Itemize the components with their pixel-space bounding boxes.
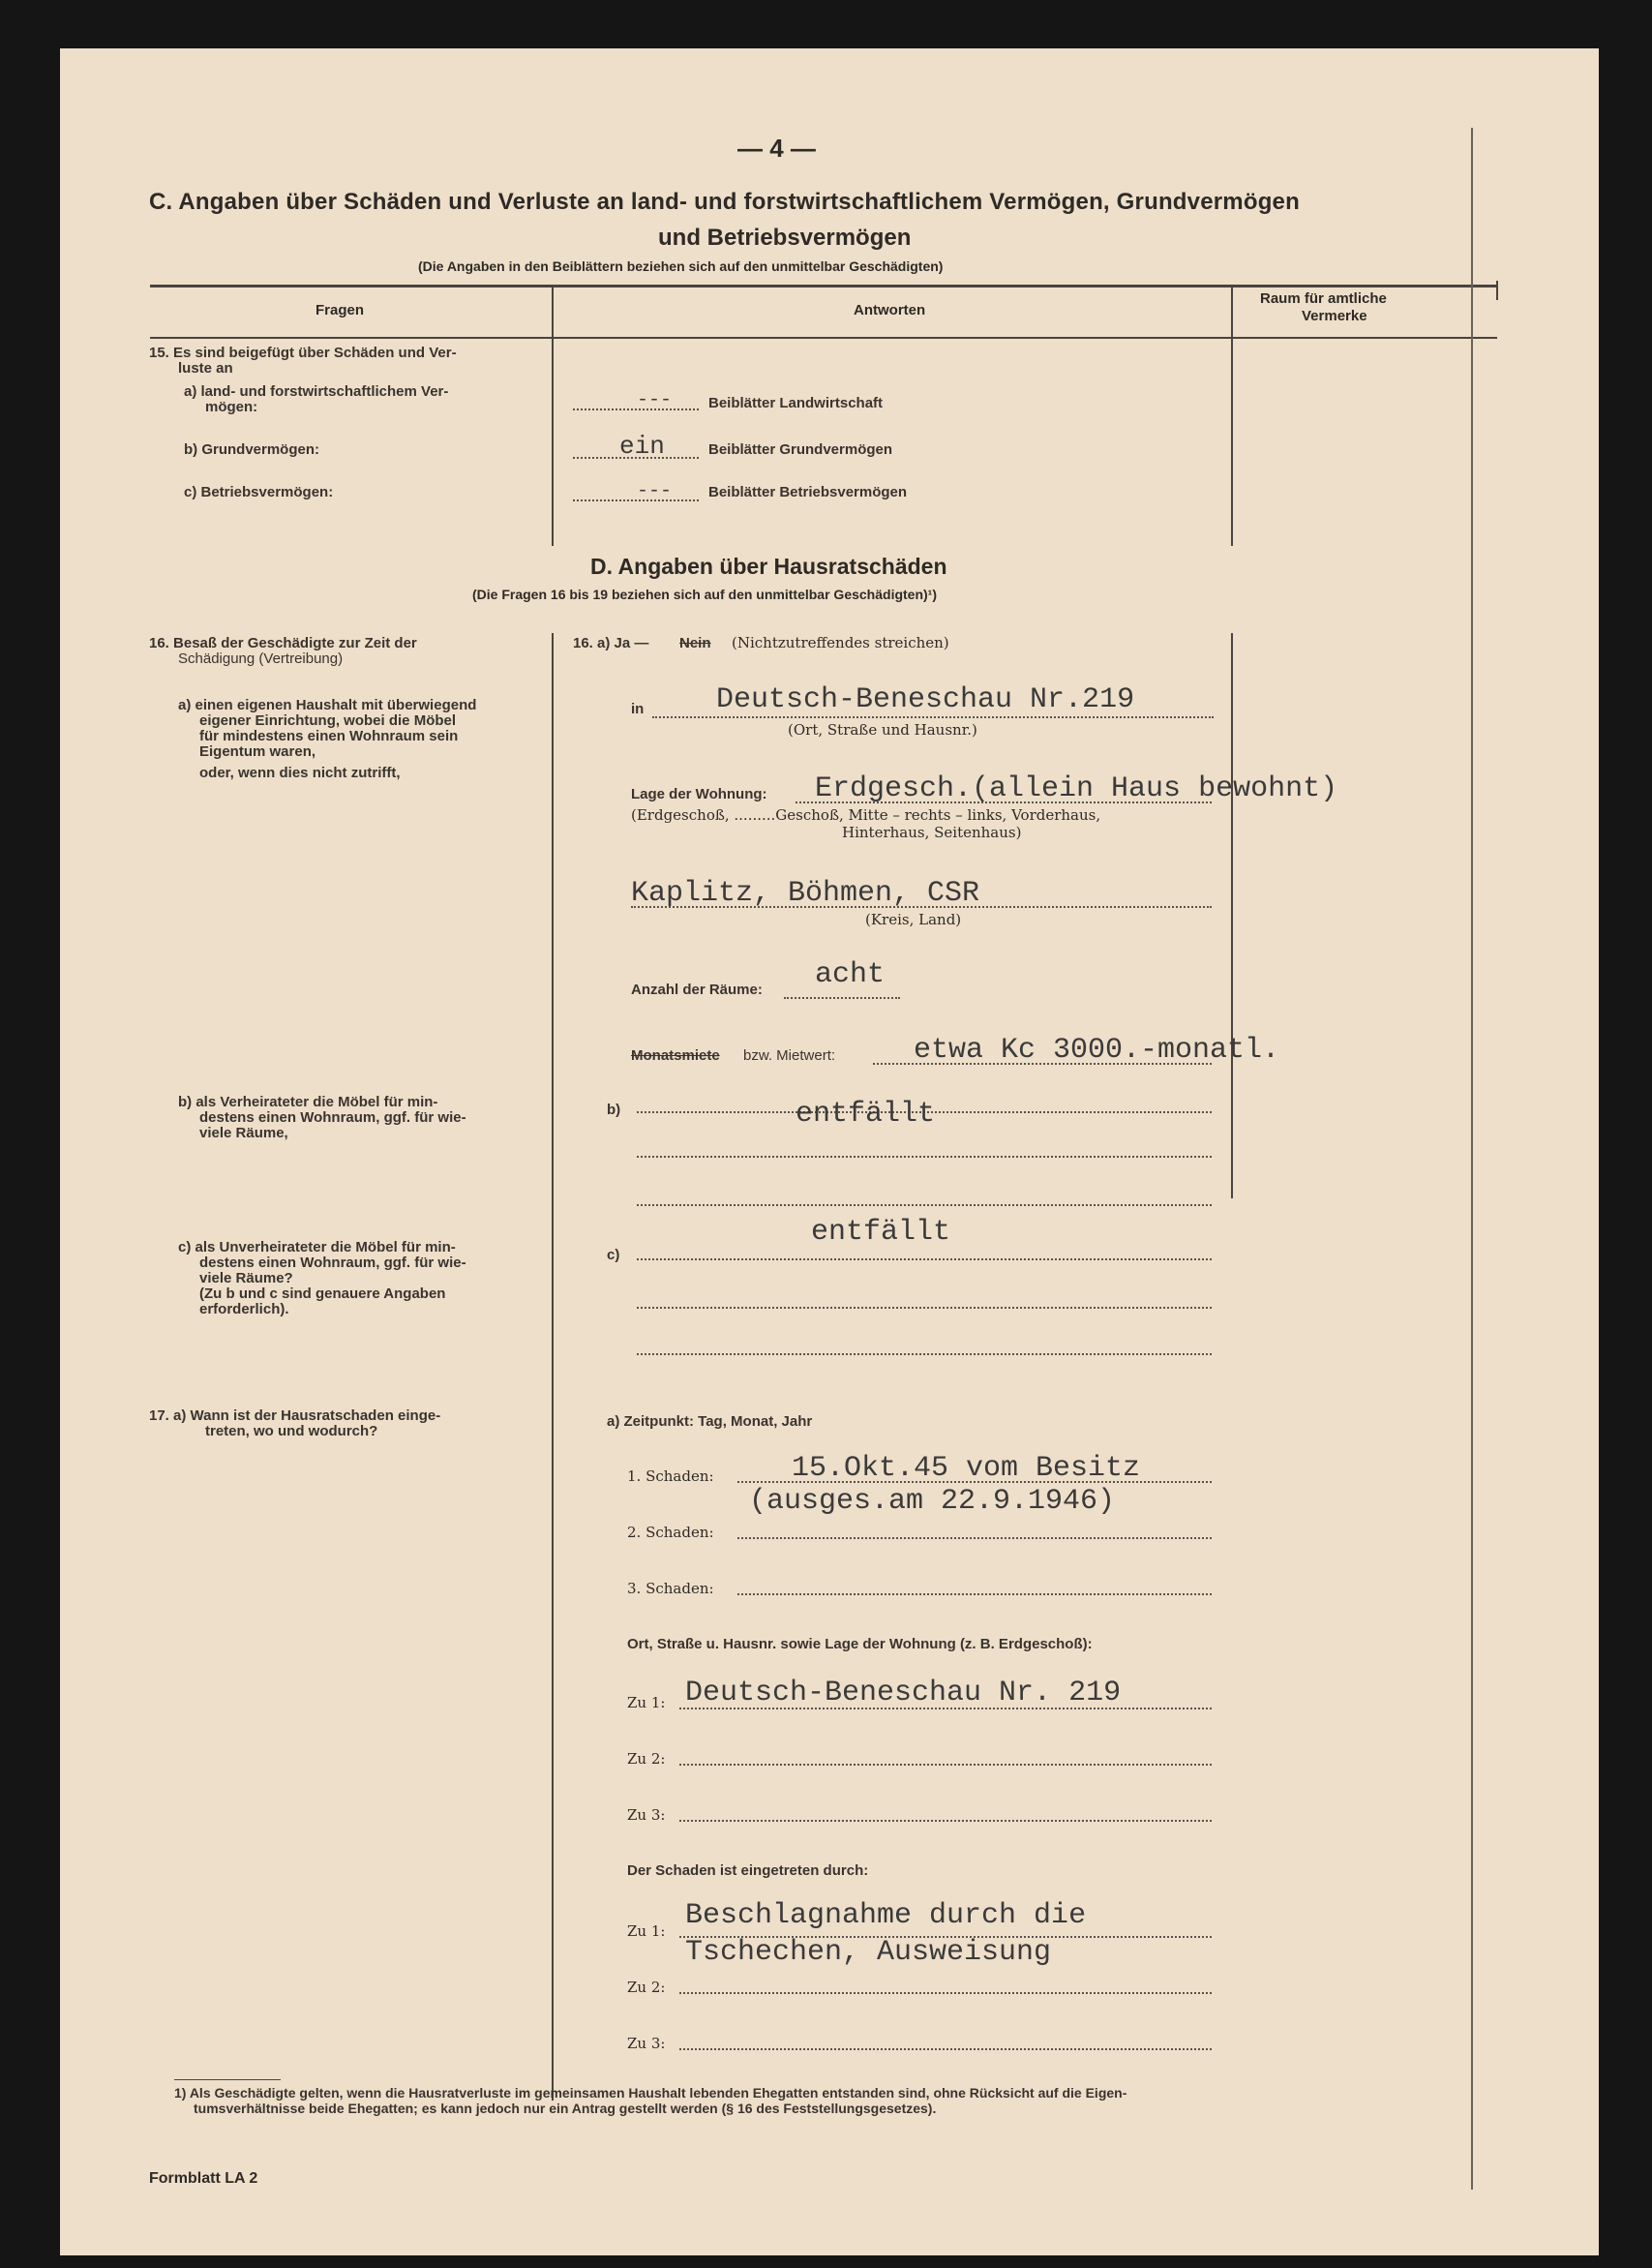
a16-in-label: in (631, 701, 645, 717)
a17-zu3-label: Zu 3: (627, 1806, 666, 1824)
q16c-line: c) als Unverheirateter die Möbel für min- (178, 1239, 456, 1255)
q16a-line: eigener Einrichtung, wobei die Möbel (199, 712, 457, 729)
footnote-line1: 1) Als Geschädigte gelten, wenn die Hausratverluste im gemeinsamen Haushalt lebenden Ehegatten entstanden sind, ohne Rücksicht auf die Eigen- (174, 2085, 1127, 2101)
a15a-line (573, 408, 699, 410)
a17-d1-label: Zu 1: (627, 1922, 666, 1940)
a16c-line-3 (637, 1353, 1212, 1355)
a16b-line-2 (637, 1156, 1212, 1158)
a17-zu1-label: Zu 1: (627, 1694, 666, 1711)
q15-line2: luste an (178, 360, 233, 377)
section-d-title: D. Angaben über Hausratschäden (590, 554, 947, 579)
q16b-line: destens einen Wohnraum, ggf. für wie- (199, 1109, 466, 1126)
q16b-line: viele Räume, (199, 1125, 288, 1141)
q16a-line: für mindestens einen Wohnraum sein (199, 728, 459, 744)
form-page (60, 48, 1599, 2255)
a16-miete-value: etwa Kc 3000.-monatl. (914, 1034, 1280, 1067)
a17-d2-line (679, 1992, 1212, 1994)
q16c-line: viele Räume? (199, 1270, 293, 1286)
q15a-line2: mögen: (205, 399, 258, 415)
a17-zu1-value: Deutsch-Beneschau Nr. 219 (685, 1677, 1122, 1709)
col-header-official-2: Vermerke (1302, 308, 1367, 324)
a16-hint: (Nichtzutreffendes streichen) (732, 634, 949, 651)
a17-s1-value-2: (ausges.am 22.9.1946) (749, 1485, 1116, 1518)
a16c-value: entfällt (811, 1216, 951, 1249)
a15a-value: --- (637, 389, 673, 411)
a16b-line-3 (637, 1204, 1212, 1206)
a16c-line-1 (637, 1258, 1212, 1260)
section-d-note: (Die Fragen 16 bis 19 beziehen sich auf den unmittelbar Geschädigten)¹) (472, 587, 937, 602)
page-number: — 4 — (737, 134, 816, 163)
col-header-answers: Antworten (854, 302, 926, 318)
table-header-rule (150, 337, 1497, 339)
q16c-line: (Zu b und c sind genauere Angaben (199, 1285, 446, 1302)
a17-d1-value-2: Tschechen, Ausweisung (685, 1936, 1052, 1969)
col-header-questions: Fragen (315, 302, 365, 318)
a16-in-value: Deutsch-Beneschau Nr.219 (716, 683, 1135, 716)
footnote-rule (174, 2079, 281, 2080)
a17-d3-line (679, 2048, 1212, 2050)
a16-raeume-value: acht (815, 958, 886, 991)
a16-yes-prefix: 16. a) Ja — (573, 635, 649, 651)
q15-line1: 15. Es sind beigefügt über Schäden und Ver- (149, 345, 457, 361)
q16a-line: oder, wenn dies nicht zutrifft, (199, 765, 401, 781)
a17-durch-heading: Der Schaden ist eingetreten durch: (627, 1862, 869, 1879)
q17-line2: treten, wo und wodurch? (205, 1423, 378, 1439)
a16-lage-value: Erdgesch.(allein Haus bewohnt) (815, 772, 1338, 805)
d-divider-right (1231, 633, 1233, 1198)
q16b-line: b) als Verheirateter die Möbel für min- (178, 1094, 438, 1110)
q16c-line: destens einen Wohnraum, ggf. für wie- (199, 1255, 466, 1271)
fold-line (1471, 128, 1473, 2190)
a16-in-line (652, 716, 1214, 718)
a17-s3-label: 3. Schaden: (627, 1580, 714, 1597)
q15a-line1: a) land- und forstwirtschaftlichem Ver- (184, 383, 449, 400)
a16b-label: b) (607, 1102, 621, 1118)
a17-s2-label: 2. Schaden: (627, 1524, 714, 1541)
a17-s1-label: 1. Schaden: (627, 1467, 714, 1485)
q16a-line: a) einen eigenen Haushalt mit überwiegend (178, 697, 477, 713)
a17-zu2-label: Zu 2: (627, 1750, 666, 1768)
a17-zu3-line (679, 1820, 1212, 1822)
table-divider-right (1231, 285, 1233, 546)
footnote-line2: tumsverhältnisse beide Ehegatten; es kann jedoch nur ein Antrag gestellt werden (§ 16 des Feststellungsgesetzes). (194, 2101, 937, 2116)
q17-line1: 17. a) Wann ist der Hausratschaden einge- (149, 1407, 441, 1424)
a16c-label: c) (607, 1247, 620, 1263)
section-c-title-line2: und Betriebsvermögen (658, 225, 912, 251)
a17-s1-value-1: 15.Okt.45 vom Besitz (792, 1452, 1141, 1485)
a16-in-hint: (Ort, Straße und Hausnr.) (788, 721, 977, 739)
table-right-edge (1496, 281, 1498, 300)
q16a-line: Eigentum waren, (199, 743, 316, 760)
a16b-value: entfällt (796, 1098, 936, 1131)
q15c: c) Betriebsvermögen: (184, 484, 334, 500)
a16-kreis-hint: (Kreis, Land) (865, 911, 962, 928)
col-header-official-1: Raum für amtliche (1260, 290, 1387, 307)
a17-s2-line (737, 1537, 1212, 1539)
section-c-note: (Die Angaben in den Beiblättern beziehen sich auf den unmittelbar Geschädigten) (418, 258, 944, 274)
a16-struck-no: Nein (679, 635, 711, 651)
a15c-label: Beiblätter Betriebsvermögen (708, 484, 908, 500)
form-id: Formblatt LA 2 (149, 2170, 258, 2187)
a16-lage-label: Lage der Wohnung: (631, 786, 767, 802)
a17-ort-heading: Ort, Straße u. Hausnr. sowie Lage der Wohnung (z. B. Erdgeschoß): (627, 1636, 1093, 1652)
q16c-line: erforderlich). (199, 1301, 289, 1317)
a16-lage-hint2: Hinterhaus, Seitenhaus) (842, 824, 1022, 841)
a16-raeume-label: Anzahl der Räume: (631, 982, 763, 998)
a17-zu2-line (679, 1764, 1212, 1766)
a16-miete-struck: Monatsmiete (631, 1047, 720, 1064)
a15b-label: Beiblätter Grundvermögen (708, 441, 893, 458)
a17-zeitpunkt: a) Zeitpunkt: Tag, Monat, Jahr (607, 1413, 813, 1430)
table-top-rule (150, 285, 1497, 287)
a17-s3-line (737, 1593, 1212, 1595)
a15c-line (573, 499, 699, 501)
section-c-title-line1: C. Angaben über Schäden und Verluste an land- und forstwirtschaftlichem Vermögen, Grundvermögen (149, 189, 1300, 215)
q16-line1: 16. Besaß der Geschädigte zur Zeit der (149, 635, 417, 651)
a15b-value: ein (619, 432, 665, 461)
a16-lage-hint1: (Erdgeschoß, .........Geschoß, Mitte – rechts – links, Vorderhaus, (631, 806, 1101, 824)
a17-d1-value-1: Beschlagnahme durch die (685, 1899, 1087, 1932)
q15b: b) Grundvermögen: (184, 441, 320, 458)
a15a-label: Beiblätter Landwirtschaft (708, 395, 884, 411)
a17-d3-label: Zu 3: (627, 2035, 666, 2052)
a15c-value: --- (637, 480, 673, 502)
table-divider-left (552, 285, 554, 546)
a16-kreis-value: Kaplitz, Böhmen, CSR (631, 877, 980, 910)
a16-raeume-line (784, 997, 900, 999)
a16c-line-2 (637, 1307, 1212, 1309)
a17-d2-label: Zu 2: (627, 1979, 666, 1996)
a16-miete-label: bzw. Mietwert: (743, 1047, 836, 1064)
q16-line2: Schädigung (Vertreibung) (178, 650, 344, 667)
d-divider-left (552, 633, 554, 2101)
